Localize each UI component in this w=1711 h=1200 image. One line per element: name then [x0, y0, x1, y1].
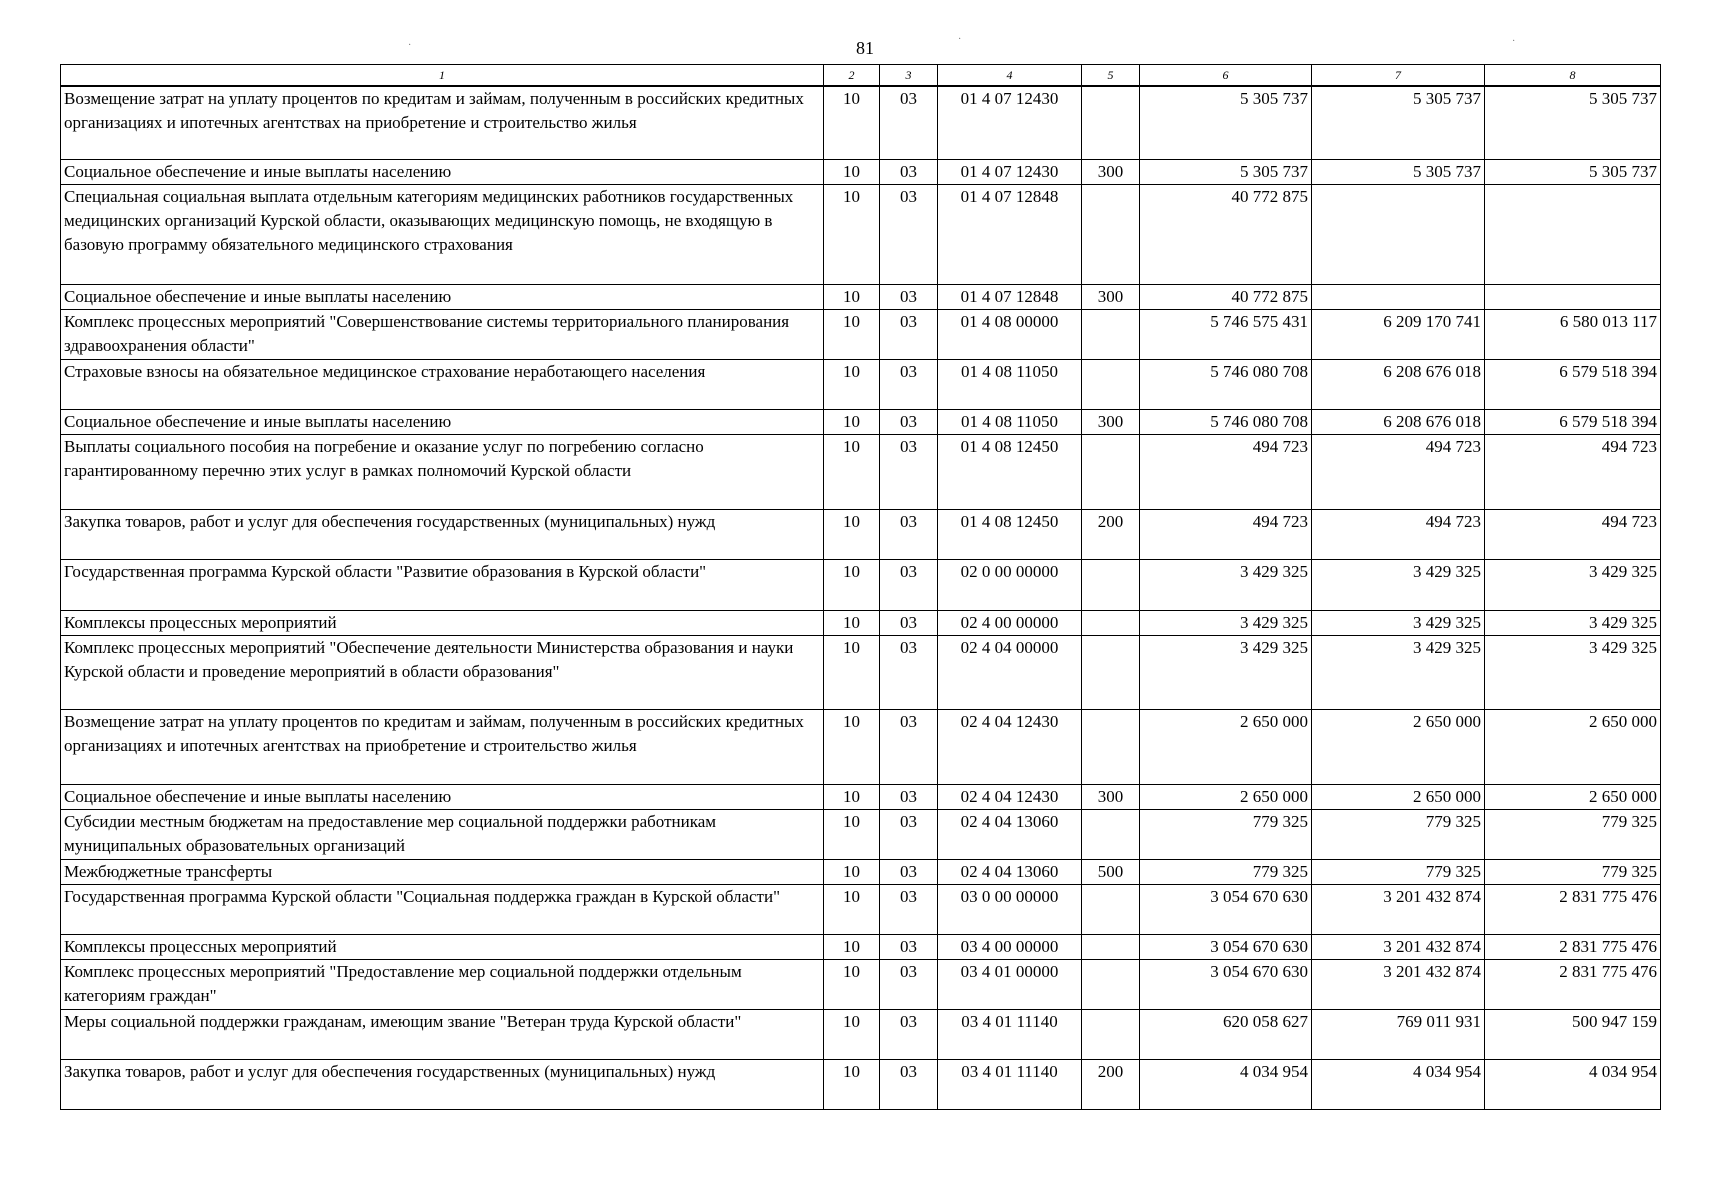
- amount-year-2: 5 305 737: [1312, 159, 1485, 184]
- col-header-2: 2: [824, 65, 880, 87]
- section-code: 10: [824, 559, 880, 610]
- target-article-code: 03 4 01 11140: [938, 1009, 1082, 1059]
- target-article-code: 02 4 04 00000: [938, 635, 1082, 709]
- section-code: 10: [824, 784, 880, 809]
- amount-year-1: 5 305 737: [1140, 86, 1312, 159]
- amount-year-3: 3 429 325: [1485, 635, 1661, 709]
- scan-speck: ·: [958, 34, 962, 45]
- amount-year-1: 5 746 080 708: [1140, 409, 1312, 434]
- amount-year-3: 779 325: [1485, 859, 1661, 884]
- expense-type-code: [1082, 559, 1140, 610]
- amount-year-1: 5 305 737: [1140, 159, 1312, 184]
- expense-type-code: [1082, 959, 1140, 1009]
- row-name: Возмещение затрат на уплату процентов по кредитам и займам, полученным в российских кредитных организациях и ипотечных агентствах на приобретение и строительство жилья: [61, 709, 824, 784]
- target-article-code: 01 4 08 00000: [938, 309, 1082, 359]
- table-row: [61, 509, 1661, 559]
- target-article-code: 02 4 04 12430: [938, 709, 1082, 784]
- expense-type-code: 300: [1082, 159, 1140, 184]
- expense-type-code: [1082, 709, 1140, 784]
- amount-year-2: 6 209 170 741: [1312, 309, 1485, 359]
- amount-year-2: 3 429 325: [1312, 610, 1485, 635]
- col-header-1: 1: [61, 65, 824, 87]
- amount-year-1: 3 429 325: [1140, 635, 1312, 709]
- expense-type-code: [1082, 610, 1140, 635]
- expense-type-code: [1082, 359, 1140, 409]
- section-code: 10: [824, 610, 880, 635]
- subsection-code: 03: [880, 509, 938, 559]
- subsection-code: 03: [880, 709, 938, 784]
- section-code: 10: [824, 809, 880, 859]
- subsection-code: 03: [880, 610, 938, 635]
- amount-year-3: 2 831 775 476: [1485, 959, 1661, 1009]
- amount-year-2: 3 201 432 874: [1312, 934, 1485, 959]
- amount-year-2: 779 325: [1312, 809, 1485, 859]
- amount-year-3: 2 831 775 476: [1485, 934, 1661, 959]
- amount-year-1: 3 054 670 630: [1140, 884, 1312, 934]
- amount-year-2: 494 723: [1312, 509, 1485, 559]
- budget-table: [60, 64, 1661, 1110]
- section-code: 10: [824, 509, 880, 559]
- section-code: 10: [824, 309, 880, 359]
- expense-type-code: 300: [1082, 284, 1140, 309]
- amount-year-1: 3 054 670 630: [1140, 934, 1312, 959]
- target-article-code: 01 4 08 12450: [938, 509, 1082, 559]
- section-code: 10: [824, 434, 880, 509]
- amount-year-2: 3 429 325: [1312, 559, 1485, 610]
- amount-year-1: 2 650 000: [1140, 784, 1312, 809]
- amount-year-3: 4 034 954: [1485, 1059, 1661, 1109]
- scan-speck: ·: [408, 40, 412, 51]
- amount-year-3: 6 580 013 117: [1485, 309, 1661, 359]
- scan-speck: ·: [1512, 36, 1516, 47]
- target-article-code: 03 4 01 11140: [938, 1059, 1082, 1109]
- table-row: [61, 409, 1661, 434]
- target-article-code: 02 4 00 00000: [938, 610, 1082, 635]
- col-header-8: 8: [1485, 65, 1661, 87]
- expense-type-code: [1082, 884, 1140, 934]
- col-header-5: 5: [1082, 65, 1140, 87]
- amount-year-2: 3 201 432 874: [1312, 959, 1485, 1009]
- section-code: 10: [824, 635, 880, 709]
- subsection-code: 03: [880, 159, 938, 184]
- table-row: [61, 359, 1661, 409]
- amount-year-2: 6 208 676 018: [1312, 359, 1485, 409]
- table-row: [61, 86, 1661, 159]
- row-name: Субсидии местным бюджетам на предоставление мер социальной поддержки работникам муниципальных образовательных организаций: [61, 809, 824, 859]
- row-name: Комплекс процессных мероприятий "Предоставление мер социальной поддержки отдельным категориям граждан": [61, 959, 824, 1009]
- row-name: Комплексы процессных мероприятий: [61, 610, 824, 635]
- target-article-code: 02 4 04 13060: [938, 859, 1082, 884]
- section-code: 10: [824, 159, 880, 184]
- expense-type-code: [1082, 809, 1140, 859]
- table-row: [61, 784, 1661, 809]
- subsection-code: 03: [880, 184, 938, 284]
- amount-year-3: 3 429 325: [1485, 559, 1661, 610]
- amount-year-3: 6 579 518 394: [1485, 359, 1661, 409]
- expense-type-code: 300: [1082, 784, 1140, 809]
- amount-year-2: 494 723: [1312, 434, 1485, 509]
- target-article-code: 01 4 08 12450: [938, 434, 1082, 509]
- amount-year-1: 620 058 627: [1140, 1009, 1312, 1059]
- amount-year-2: 4 034 954: [1312, 1059, 1485, 1109]
- table-row: [61, 284, 1661, 309]
- row-name: Выплаты социального пособия на погребение и оказание услуг по погребению согласно гарантированному перечню этих услуг в рамках полномочий Курской области: [61, 434, 824, 509]
- target-article-code: 01 4 08 11050: [938, 409, 1082, 434]
- section-code: 10: [824, 184, 880, 284]
- section-code: 10: [824, 884, 880, 934]
- subsection-code: 03: [880, 635, 938, 709]
- subsection-code: 03: [880, 934, 938, 959]
- amount-year-2: 769 011 931: [1312, 1009, 1485, 1059]
- subsection-code: 03: [880, 859, 938, 884]
- subsection-code: 03: [880, 434, 938, 509]
- expense-type-code: [1082, 635, 1140, 709]
- row-name: Страховые взносы на обязательное медицинское страхование неработающего населения: [61, 359, 824, 409]
- page-number: 81: [856, 38, 874, 58]
- row-name: Социальное обеспечение и иные выплаты населению: [61, 284, 824, 309]
- amount-year-1: 2 650 000: [1140, 709, 1312, 784]
- amount-year-1: 40 772 875: [1140, 284, 1312, 309]
- target-article-code: 01 4 07 12848: [938, 284, 1082, 309]
- row-name: Закупка товаров, работ и услуг для обеспечения государственных (муниципальных) нужд: [61, 509, 824, 559]
- amount-year-2: 3 201 432 874: [1312, 884, 1485, 934]
- amount-year-1: 3 054 670 630: [1140, 959, 1312, 1009]
- amount-year-1: 40 772 875: [1140, 184, 1312, 284]
- amount-year-3: [1485, 184, 1661, 284]
- col-header-6: 6: [1140, 65, 1312, 87]
- amount-year-1: 494 723: [1140, 434, 1312, 509]
- target-article-code: 02 0 00 00000: [938, 559, 1082, 610]
- target-article-code: 01 4 07 12848: [938, 184, 1082, 284]
- table-row: [61, 434, 1661, 509]
- target-article-code: 02 4 04 12430: [938, 784, 1082, 809]
- expense-type-code: 500: [1082, 859, 1140, 884]
- table-row: [61, 184, 1661, 284]
- table-row: [61, 159, 1661, 184]
- amount-year-3: [1485, 284, 1661, 309]
- target-article-code: 03 0 00 00000: [938, 884, 1082, 934]
- expense-type-code: 200: [1082, 1059, 1140, 1109]
- table-row: [61, 934, 1661, 959]
- row-name: Комплекс процессных мероприятий "Обеспечение деятельности Министерства образования и науки Курской области и проведение мероприятий в области образования": [61, 635, 824, 709]
- amount-year-3: 494 723: [1485, 509, 1661, 559]
- row-name: Межбюджетные трансферты: [61, 859, 824, 884]
- expense-type-code: [1082, 309, 1140, 359]
- amount-year-3: 2 650 000: [1485, 784, 1661, 809]
- subsection-code: 03: [880, 784, 938, 809]
- row-name: Меры социальной поддержки гражданам, имеющим звание "Ветеран труда Курской области": [61, 1009, 824, 1059]
- section-code: 10: [824, 86, 880, 159]
- subsection-code: 03: [880, 559, 938, 610]
- row-name: Социальное обеспечение и иные выплаты населению: [61, 409, 824, 434]
- expense-type-code: [1082, 86, 1140, 159]
- amount-year-3: 6 579 518 394: [1485, 409, 1661, 434]
- subsection-code: 03: [880, 1009, 938, 1059]
- subsection-code: 03: [880, 884, 938, 934]
- expense-type-code: [1082, 934, 1140, 959]
- subsection-code: 03: [880, 809, 938, 859]
- amount-year-2: 5 305 737: [1312, 86, 1485, 159]
- amount-year-2: 779 325: [1312, 859, 1485, 884]
- amount-year-1: 4 034 954: [1140, 1059, 1312, 1109]
- amount-year-1: 494 723: [1140, 509, 1312, 559]
- amount-year-3: 5 305 737: [1485, 159, 1661, 184]
- amount-year-1: 779 325: [1140, 809, 1312, 859]
- amount-year-3: 779 325: [1485, 809, 1661, 859]
- col-header-3: 3: [880, 65, 938, 87]
- expense-type-code: [1082, 184, 1140, 284]
- amount-year-2: [1312, 284, 1485, 309]
- section-code: 10: [824, 1009, 880, 1059]
- amount-year-3: 2 831 775 476: [1485, 884, 1661, 934]
- amount-year-1: 3 429 325: [1140, 559, 1312, 610]
- row-name: Закупка товаров, работ и услуг для обеспечения государственных (муниципальных) нужд: [61, 1059, 824, 1109]
- amount-year-1: 3 429 325: [1140, 610, 1312, 635]
- row-name: Возмещение затрат на уплату процентов по кредитам и займам, полученным в российских кредитных организациях и ипотечных агентствах на приобретение и строительство жилья: [61, 86, 824, 159]
- amount-year-1: 5 746 080 708: [1140, 359, 1312, 409]
- target-article-code: 01 4 07 12430: [938, 159, 1082, 184]
- col-header-7: 7: [1312, 65, 1485, 87]
- section-code: 10: [824, 859, 880, 884]
- amount-year-2: [1312, 184, 1485, 284]
- section-code: 10: [824, 959, 880, 1009]
- section-code: 10: [824, 284, 880, 309]
- table-row: [61, 309, 1661, 359]
- table-row: [61, 1059, 1661, 1109]
- table-row: [61, 859, 1661, 884]
- amount-year-2: 3 429 325: [1312, 635, 1485, 709]
- subsection-code: 03: [880, 309, 938, 359]
- table-row: [61, 809, 1661, 859]
- target-article-code: 03 4 00 00000: [938, 934, 1082, 959]
- expense-type-code: 200: [1082, 509, 1140, 559]
- amount-year-3: 494 723: [1485, 434, 1661, 509]
- subsection-code: 03: [880, 959, 938, 1009]
- table-row: [61, 959, 1661, 1009]
- row-name: Государственная программа Курской области "Социальная поддержка граждан в Курской области": [61, 884, 824, 934]
- row-name: Социальное обеспечение и иные выплаты населению: [61, 784, 824, 809]
- subsection-code: 03: [880, 284, 938, 309]
- amount-year-3: 5 305 737: [1485, 86, 1661, 159]
- expense-type-code: 300: [1082, 409, 1140, 434]
- table-row: [61, 709, 1661, 784]
- expense-type-code: [1082, 434, 1140, 509]
- section-code: 10: [824, 1059, 880, 1109]
- table-row: [61, 610, 1661, 635]
- section-code: 10: [824, 934, 880, 959]
- target-article-code: 01 4 07 12430: [938, 86, 1082, 159]
- table-row: [61, 1009, 1661, 1059]
- amount-year-3: 2 650 000: [1485, 709, 1661, 784]
- row-name: Специальная социальная выплата отдельным категориям медицинских работников государственных медицинских организаций Курской области, оказывающих медицинскую помощь, не входящую в базовую программу обязательного медицинского страхования: [61, 184, 824, 284]
- subsection-code: 03: [880, 1059, 938, 1109]
- amount-year-2: 2 650 000: [1312, 709, 1485, 784]
- section-code: 10: [824, 359, 880, 409]
- amount-year-1: 5 746 575 431: [1140, 309, 1312, 359]
- amount-year-3: 500 947 159: [1485, 1009, 1661, 1059]
- col-header-4: 4: [938, 65, 1082, 87]
- column-number-row: [61, 65, 1661, 87]
- row-name: Государственная программа Курской области "Развитие образования в Курской области": [61, 559, 824, 610]
- amount-year-1: 779 325: [1140, 859, 1312, 884]
- table-row: [61, 559, 1661, 610]
- amount-year-2: 6 208 676 018: [1312, 409, 1485, 434]
- amount-year-2: 2 650 000: [1312, 784, 1485, 809]
- target-article-code: 02 4 04 13060: [938, 809, 1082, 859]
- section-code: 10: [824, 409, 880, 434]
- section-code: 10: [824, 709, 880, 784]
- target-article-code: 03 4 01 00000: [938, 959, 1082, 1009]
- table-row: [61, 884, 1661, 934]
- row-name: Социальное обеспечение и иные выплаты населению: [61, 159, 824, 184]
- expense-type-code: [1082, 1009, 1140, 1059]
- amount-year-3: 3 429 325: [1485, 610, 1661, 635]
- row-name: Комплексы процессных мероприятий: [61, 934, 824, 959]
- row-name: Комплекс процессных мероприятий "Совершенствование системы территориального планирования здравоохранения области": [61, 309, 824, 359]
- table-row: [61, 635, 1661, 709]
- target-article-code: 01 4 08 11050: [938, 359, 1082, 409]
- subsection-code: 03: [880, 359, 938, 409]
- subsection-code: 03: [880, 86, 938, 159]
- subsection-code: 03: [880, 409, 938, 434]
